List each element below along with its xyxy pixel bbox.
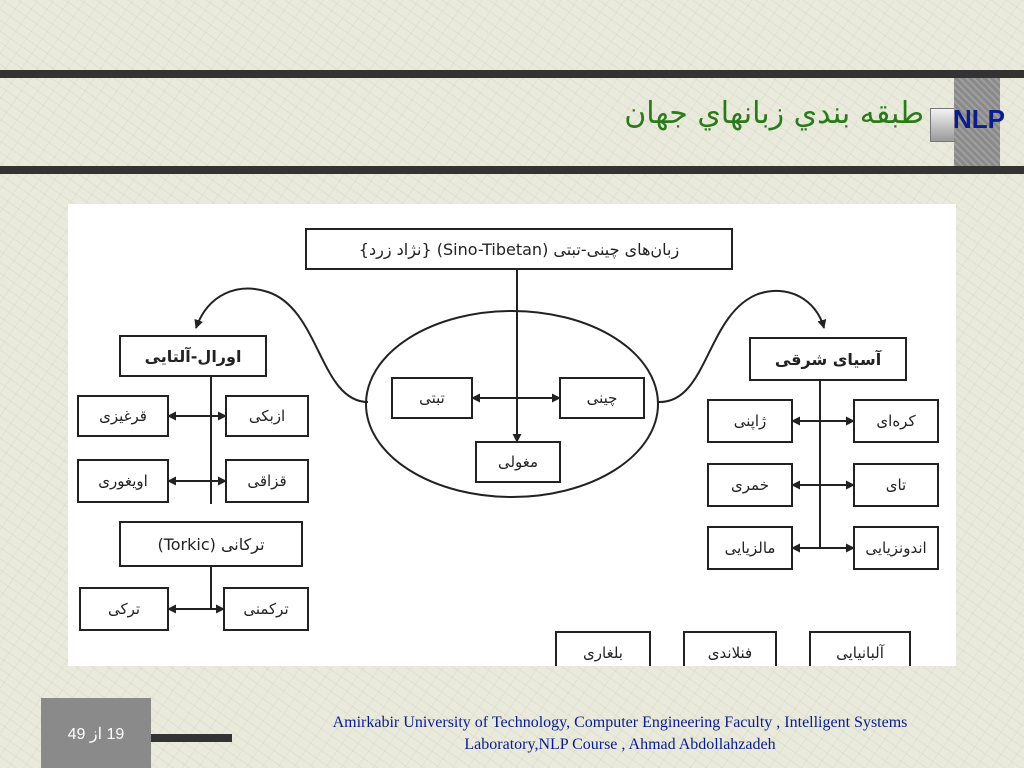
bulgarian-label: بلغاری bbox=[583, 644, 623, 662]
kyrgyz-label: قرغیزی bbox=[99, 407, 147, 425]
page-current: 19 bbox=[106, 726, 125, 743]
khmer-label: خمری bbox=[731, 476, 769, 494]
uzbek-label: ازبکی bbox=[248, 407, 286, 425]
footer-rule bbox=[151, 734, 232, 742]
east-asian-label: آسیای شرقی bbox=[774, 350, 882, 369]
classification-diagram bbox=[68, 204, 956, 666]
finnish-label: فنلاندی bbox=[707, 644, 753, 662]
sino-tibetan-label: زبان‌های چینی-تبتی (Sino-Tibetan) {نژاد زرد} bbox=[358, 240, 680, 259]
ural-altaic-label: اورال-آلتایی bbox=[144, 347, 242, 366]
page-number bbox=[41, 724, 151, 744]
title-underline bbox=[0, 166, 1024, 174]
malaysian-label: مالزیایی bbox=[724, 539, 776, 557]
turkmen-label: ترکمنی bbox=[243, 600, 289, 618]
uyghur-label: اویغوری bbox=[98, 472, 148, 490]
tibetan-label: تبتی bbox=[419, 389, 445, 407]
kazakh-label: قزاقی bbox=[247, 472, 287, 490]
mongolian-label: مغولی bbox=[497, 453, 539, 471]
footer-line-2: Laboratory,NLP Course , Ahmad Abdollahzadeh bbox=[464, 736, 776, 753]
indonesian-label: اندونزیایی bbox=[865, 539, 927, 557]
japanese-label: ژاپنی bbox=[733, 412, 767, 430]
torkic-label: ترکانی (Torkic) bbox=[157, 535, 265, 554]
language-classification-figure bbox=[68, 204, 956, 666]
nlp-logo: NLP bbox=[953, 104, 1005, 134]
chinese-label: چینی bbox=[586, 389, 618, 407]
thai-label: تای bbox=[885, 476, 907, 494]
albanian-label: آلبانیایی bbox=[836, 644, 884, 662]
top-rule bbox=[0, 70, 1024, 78]
footer-credits bbox=[250, 712, 990, 756]
slide-title: طبقه بندي زبانهاي جهان bbox=[624, 96, 924, 131]
turkish-label: ترکی bbox=[107, 600, 141, 618]
page-separator: از bbox=[89, 726, 103, 743]
footer-line-1: Amirkabir University of Technology, Computer Engineering Faculty , Intelligent Systems bbox=[332, 714, 908, 731]
page-total: 49 bbox=[67, 726, 86, 743]
korean-label: کره‌ای bbox=[876, 412, 916, 430]
